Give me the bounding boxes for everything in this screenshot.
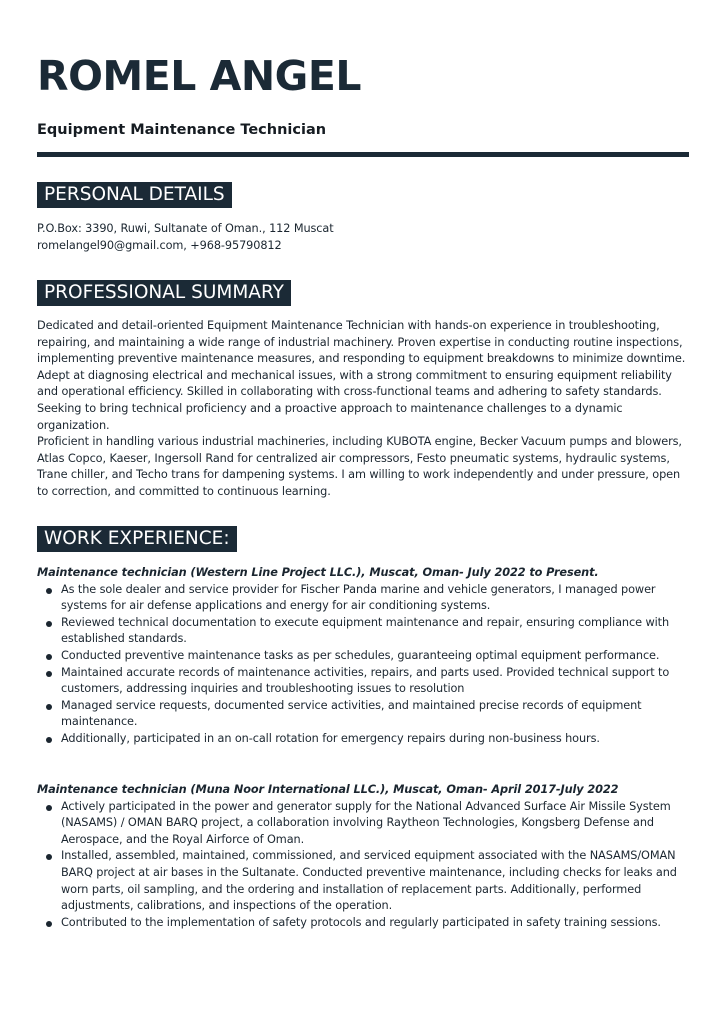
duty-text: Reviewed technical documentation to execute equipment maintenance and repair, ensuring compliance with established standards. <box>61 615 670 646</box>
duty-text: Conducted preventive maintenance tasks as per schedules, guaranteeing optimal equipment performance. <box>61 648 660 662</box>
duty-item <box>37 799 689 849</box>
duty-item <box>37 615 689 648</box>
duty-text: Installed, assembled, maintained, commissioned, and serviced equipment associated with the NASAMS/OMAN BARQ project at air bases in the Sultanate. Conducted preventive maintenance, including checks for leaks and worn parts, oil sampling, and the ordering and installation of replacement parts. Additionally, performed adjustments, calibrations, and inspections of the operation. <box>61 849 677 913</box>
bullet-icon <box>46 854 52 860</box>
duty-text: Managed service requests, documented service activities, and maintained precise records of equipment maintenance. <box>61 698 642 729</box>
duty-item <box>37 848 689 914</box>
professional-summary-heading: PROFESSIONAL SUMMARY <box>37 280 291 306</box>
professional-summary-section <box>37 318 689 501</box>
duty-item <box>37 582 689 615</box>
bullet-icon <box>46 588 52 594</box>
duty-list <box>37 582 689 748</box>
bullet-icon <box>46 704 52 710</box>
bullet-icon <box>46 671 52 677</box>
duty-text: Additionally, participated in an on-call rotation for emergency repairs during non-business hours. <box>61 731 600 745</box>
duty-list <box>37 799 689 932</box>
candidate-title: Equipment Maintenance Technician <box>37 122 327 138</box>
duty-item <box>37 665 689 698</box>
candidate-name: ROMEL ANGEL <box>37 52 361 100</box>
bullet-icon <box>46 737 52 743</box>
job-header: Maintenance technician (Western Line Project LLC.), Muscat, Oman- July 2022 to Present. <box>37 566 599 579</box>
job-entry <box>37 565 689 748</box>
address-text: P.O.Box: 3390, Ruwi, Sultanate of Oman., 112 Muscat <box>37 222 334 235</box>
duty-text: As the sole dealer and service provider for Fischer Panda marine and vehicle generators, I managed power systems for air defense applications and energy for air conditioning systems. <box>61 582 656 613</box>
summary-paragraph: Dedicated and detail-oriented Equipment Maintenance Technician with hands-on experience in troubleshooting, repairing, and maintaining a wide range of industrial machinery. Proven expertise in conducting routine inspections, implementing preventive maintenance measures, and responding to equipment breakdowns to minimize downtime. Adept at diagnosing electrical and mechanical issues, with a strong commitment to ensuring equipment reliability and operational efficiency. Skilled in collaborating with cross-functional teams and adhering to safety standards. Seeking to bring technical proficiency and a proactive approach to maintenance challenges to a dynamic organization. <box>37 319 686 432</box>
duty-item <box>37 698 689 731</box>
personal-details-heading: PERSONAL DETAILS <box>37 182 232 208</box>
duty-item <box>37 915 689 932</box>
bullet-icon <box>46 621 52 627</box>
duty-item <box>37 648 689 665</box>
bullet-icon <box>46 805 52 811</box>
summary-paragraph: Proficient in handling various industrial machineries, including KUBOTA engine, Becker Vacuum pumps and blowers, Atlas Copco, Kaeser, Ingersoll Rand for centralized air compressors, Festo pneumatic systems, hydraulic systems, Trane chiller, and Techo trans for dampening systems. I am willing to work independently and under pressure, open to correction, and committed to continuous learning. <box>37 435 682 498</box>
job-header: Maintenance technician (Muna Noor International LLC.), Muscat, Oman- April 2017-July 2022 <box>37 783 619 796</box>
duty-text: Maintained accurate records of maintenance activities, repairs, and parts used. Provided technical support to customers, addressing inquiries and troubleshooting issues to resolution <box>61 665 670 696</box>
work-experience-heading: WORK EXPERIENCE: <box>37 526 237 552</box>
header-divider <box>37 152 689 157</box>
bullet-icon <box>46 654 52 660</box>
personal-details-section <box>37 221 689 254</box>
job-entry <box>37 782 689 931</box>
bullet-icon <box>46 921 52 927</box>
duty-text: Actively participated in the power and generator supply for the National Advanced Surface Air Missile System (NASAMS) / OMAN BARQ project, a collaboration involving Raytheon Technologies, Kongsberg Defense and Aerospace, and the Royal Airforce of Oman. <box>61 799 671 846</box>
duty-text: Contributed to the implementation of safety protocols and regularly participated in safety training sessions. <box>61 915 661 929</box>
contact-text: romelangel90@gmail.com, +968-95790812 <box>37 238 282 252</box>
duty-item <box>37 731 689 748</box>
